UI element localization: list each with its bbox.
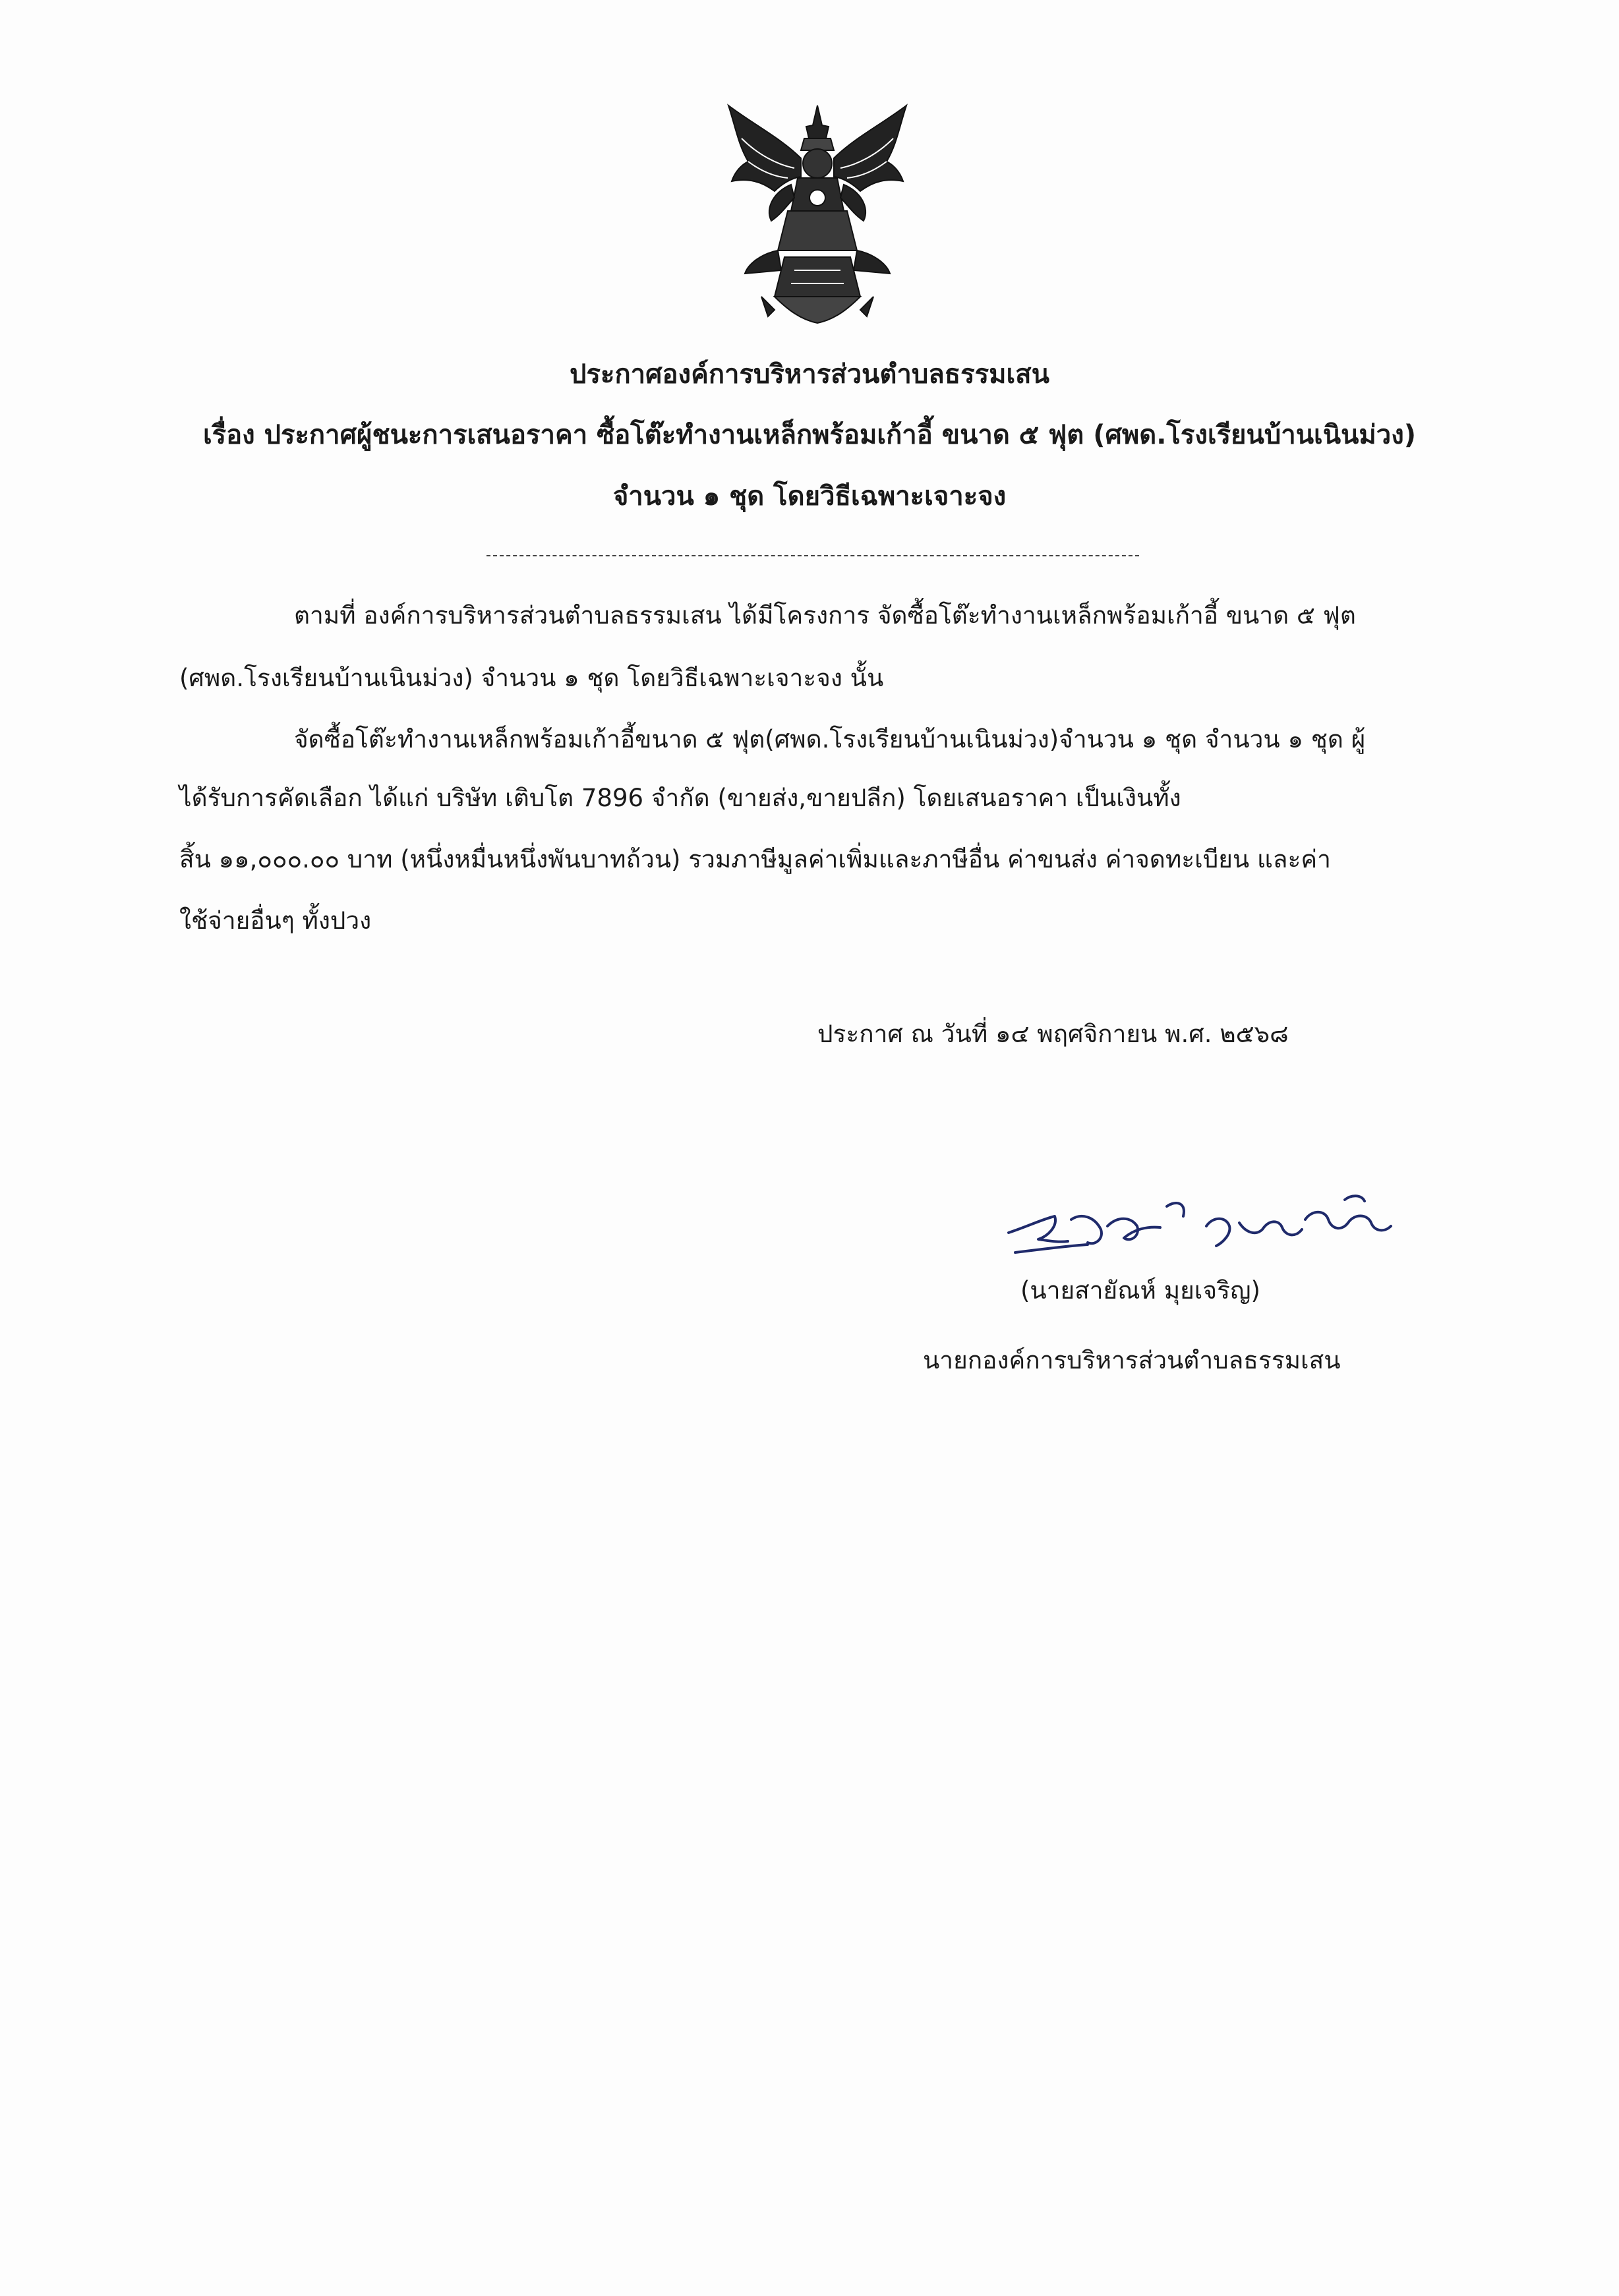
garuda-emblem-icon: [709, 99, 926, 326]
body-paragraph-1-line-2: (ศพด.โรงเรียนบ้านเนินม่วง) จำนวน ๑ ชุด โดยวิธีเฉพาะเจาะจง นั้น: [179, 664, 884, 692]
body-paragraph-2-line-2: ได้รับการคัดเลือก ได้แก่ บริษัท เติบโต 7896 จำกัด (ขายส่ง,ขายปลีก) โดยเสนอราคา เป็นเงินทั้ง: [179, 784, 1181, 812]
body-paragraph-2-line-4: ใช้จ่ายอื่นๆ ทั้งปวง: [179, 906, 372, 935]
announcement-subject-cont: จำนวน ๑ ชุด โดยวิธีเฉพาะเจาะจง: [612, 481, 1007, 512]
handwritten-signature: [1002, 1180, 1398, 1279]
body-paragraph-2-line-3: สิ้น ๑๑,๐๐๐.๐๐ บาท (หนึ่งหมื่นหนึ่งพันบาทถ้วน) รวมภาษีมูลค่าเพิ่มและภาษีอื่น ค่าขนส่ง ค่าจดทะเบียน และค่า: [179, 845, 1331, 873]
body-paragraph-1-line-1: ตามที่ องค์การบริหารส่วนตำบลธรรมเสน ได้มีโครงการ จัดซื้อโต๊ะทำงานเหล็กพร้อมเก้าอี้ ขนาด ๕ ฟุต: [294, 601, 1356, 630]
signer-position: นายกองค์การบริหารส่วนตำบลธรรมเสน: [923, 1346, 1341, 1374]
separator-line: [486, 555, 1139, 556]
announcement-date: ประกาศ ณ วันที่ ๑๔ พฤศจิกายน พ.ศ. ๒๕๖๘: [817, 1020, 1289, 1048]
announcement-subject: เรื่อง ประกาศผู้ชนะการเสนอราคา ซื้อโต๊ะทำงานเหล็กพร้อมเก้าอี้ ขนาด ๕ ฟุต (ศพด.โรงเรียนบ้านเนินม่วง): [202, 420, 1417, 450]
body-paragraph-2-line-1: จัดซื้อโต๊ะทำงานเหล็กพร้อมเก้าอี้ขนาด ๕ ฟุต(ศพด.โรงเรียนบ้านเนินม่วง)จำนวน ๑ ชุด จำนวน ๑ ชุด ผู้: [294, 725, 1366, 753]
announcement-title: ประกาศองค์การบริหารส่วนตำบลธรรมเสน: [570, 359, 1049, 390]
signer-name: (นายสายัณห์ มุยเจริญ): [1020, 1276, 1260, 1305]
